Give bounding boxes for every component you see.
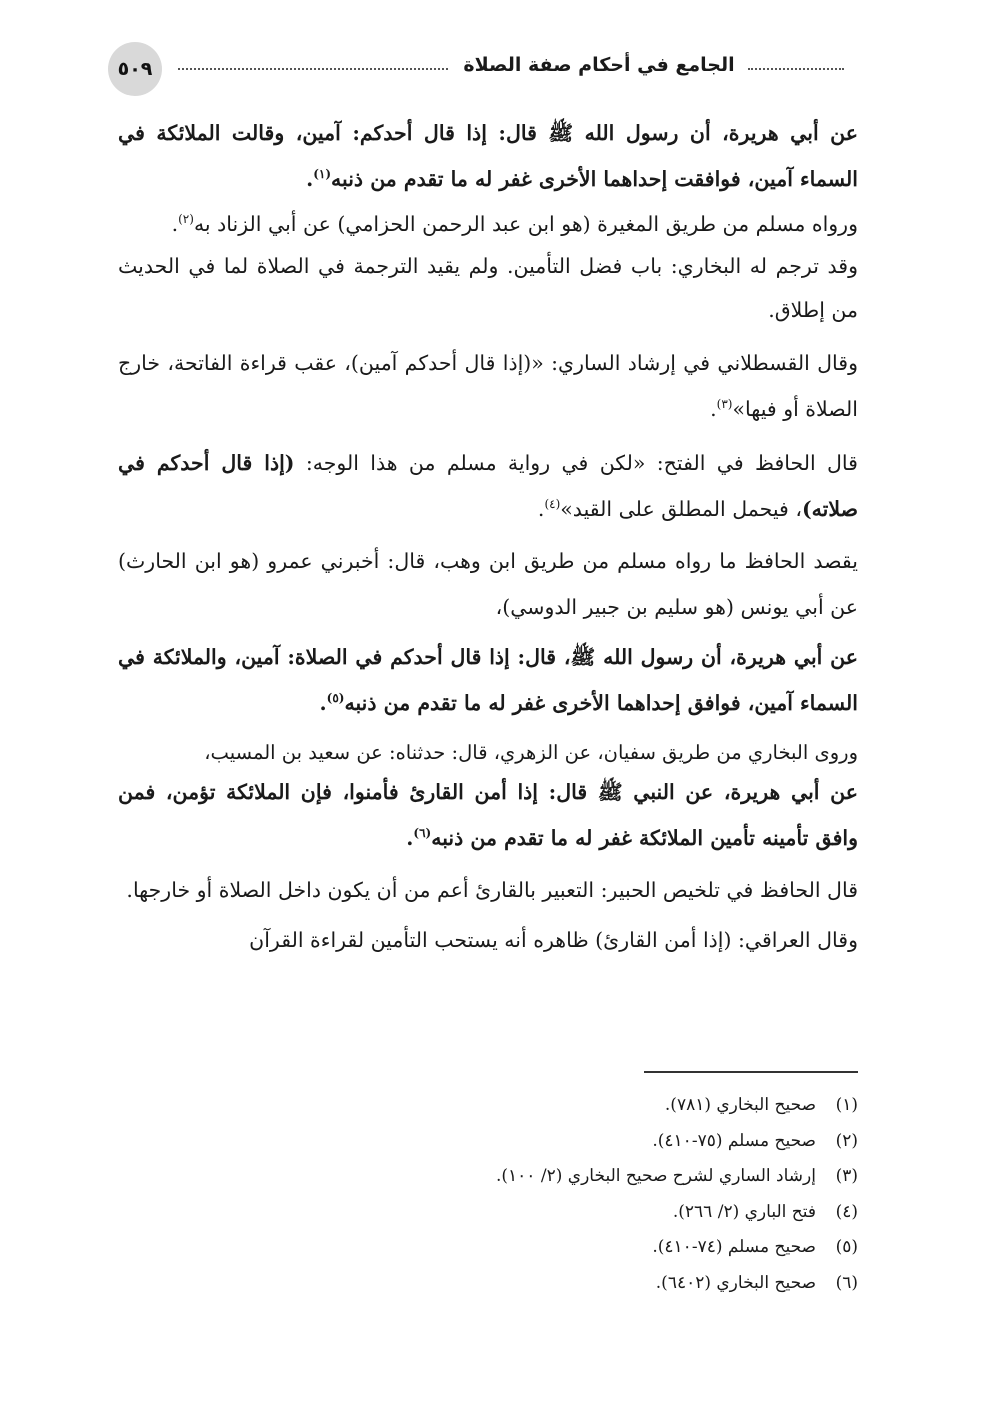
footnote-text: فتح الباري (٢/ ٢٦٦). bbox=[672, 1201, 816, 1222]
paragraph-text: قال الحافظ في تلخيص الحبير: التعبير بالقارئ أعم من أن يكون داخل الصلاة أو خارجها. bbox=[126, 878, 858, 902]
commentary-paragraph bbox=[118, 917, 858, 963]
footnote-ref: (٣) bbox=[716, 397, 733, 412]
footnote-number: (٣) bbox=[835, 1166, 858, 1186]
commentary-paragraph bbox=[118, 340, 858, 432]
footnotes bbox=[118, 1088, 858, 1301]
commentary-paragraph bbox=[118, 440, 858, 532]
commentary-paragraph bbox=[118, 538, 858, 630]
footnote-item bbox=[118, 1266, 858, 1302]
paragraph-text: وقال العراقي: (إذا أمن القارئ) ظاهره أنه يستحب التأمين لقراءة القرآن bbox=[249, 928, 858, 952]
paragraph-text: ورواه مسلم من طريق المغيرة (هو ابن عبد الرحمن الحزامي) عن أبي الزناد به bbox=[193, 212, 858, 236]
footnote-text: صحيح البخاري (٦٤٠٢). bbox=[655, 1272, 816, 1293]
paragraph-text: وقال القسطلاني في إرشاد الساري: «(إذا قال أحدكم آمين)، عقب قراءة الفاتحة، خارج الصلاة أو فيها» bbox=[118, 351, 858, 421]
paragraph-tail: . bbox=[319, 691, 327, 715]
narration-paragraph bbox=[118, 204, 858, 244]
header-dotted-leader-left bbox=[178, 68, 448, 70]
paragraph-text: يقصد الحافظ ما رواه مسلم من طريق ابن وهب، قال: أخبرني عمرو (هو ابن الحارث) عن أبي يونس (هو سليم بن جبير الدوسي)، bbox=[118, 549, 858, 619]
book-title: الجامع في أحكام صفة الصلاة bbox=[463, 54, 735, 76]
footnote-item bbox=[118, 1159, 858, 1195]
paragraph-text: وروى البخاري من طريق سفيان، عن الزهري، قال: حدثناه: عن سعيد بن المسيب، bbox=[204, 741, 858, 764]
commentary-paragraph bbox=[118, 867, 858, 913]
footnote-item bbox=[118, 1195, 858, 1231]
footnote-item bbox=[118, 1230, 858, 1266]
paragraph-text: عن أبي هريرة، أن رسول الله ﷺ، قال: إذا قال أحدكم في الصلاة: آمين، والملائكة في السماء آمين، فوافق إحداهما الأخرى غفر له ما تقدم من ذنبه bbox=[118, 645, 858, 715]
footnote-number: (٥) bbox=[835, 1237, 858, 1257]
page-number: ٥٠٩ bbox=[108, 42, 162, 96]
paragraph-text: عن أبي هريرة، أن رسول الله ﷺ قال: إذا قال أحدكم: آمين، وقالت الملائكة في السماء آمين، فوافقت إحداهما الأخرى غفر له ما تقدم من ذنبه bbox=[118, 121, 858, 191]
footnote-number: (٢) bbox=[835, 1130, 858, 1151]
main-text bbox=[118, 110, 858, 963]
footnote-number: (٦) bbox=[835, 1272, 858, 1293]
paragraph-text: قال الحافظ في الفتح: «لكن في رواية مسلم من هذا الوجه: bbox=[294, 451, 858, 475]
footnote-separator bbox=[644, 1071, 858, 1073]
footnote-text: صحيح مسلم (٧٤-٤١٠). bbox=[652, 1237, 816, 1257]
paragraph-tail: . bbox=[171, 212, 179, 236]
footnote-ref: (٦) bbox=[413, 826, 432, 841]
paragraph-tail: . bbox=[710, 397, 717, 421]
footnote-number: (٤) bbox=[835, 1201, 858, 1222]
paragraph-tail: . bbox=[406, 826, 414, 850]
footnote-text: إرشاد الساري لشرح صحيح البخاري (٢/ ١٠٠). bbox=[496, 1166, 816, 1186]
paragraph-text: عن أبي هريرة، عن النبي ﷺ قال: إذا أمن القارئ فأمنوا، فإن الملائكة تؤمن، فمن وافق تأمينه تأمين الملائكة غفر له ما تقدم من ذنبه bbox=[118, 780, 858, 850]
paragraph-tail: . bbox=[537, 497, 545, 521]
commentary-paragraph bbox=[118, 244, 858, 332]
hadith-paragraph bbox=[118, 110, 858, 202]
footnote-text: صحيح البخاري (٧٨١). bbox=[664, 1095, 816, 1115]
footnote-text: صحيح مسلم (٧٥-٤١٠). bbox=[652, 1130, 816, 1151]
paragraph-text: وقد ترجم له البخاري: باب فضل التأمين. ولم يقيد الترجمة في الصلاة لما في الحديث من إطلاق. bbox=[118, 254, 858, 322]
footnote-number: (١) bbox=[835, 1095, 858, 1115]
hadith-paragraph bbox=[118, 634, 858, 726]
header-dotted-leader-right bbox=[748, 68, 844, 70]
paragraph-text-after: ، فيحمل المطلق على القيد» bbox=[560, 497, 802, 521]
footnote-ref: (٢) bbox=[178, 212, 194, 227]
footnote-ref: (٥) bbox=[326, 691, 345, 706]
page-header bbox=[108, 42, 846, 100]
footnote-item bbox=[118, 1124, 858, 1160]
narration-paragraph bbox=[118, 736, 858, 769]
footnote-ref: (٤) bbox=[544, 497, 561, 512]
hadith-paragraph bbox=[118, 769, 858, 861]
paragraph-tail: . bbox=[306, 167, 314, 191]
footnote-item bbox=[118, 1088, 858, 1124]
footnote-ref: (١) bbox=[313, 167, 332, 182]
bold-quote: (إذا قال أحدكم في صلاته) bbox=[118, 451, 858, 521]
